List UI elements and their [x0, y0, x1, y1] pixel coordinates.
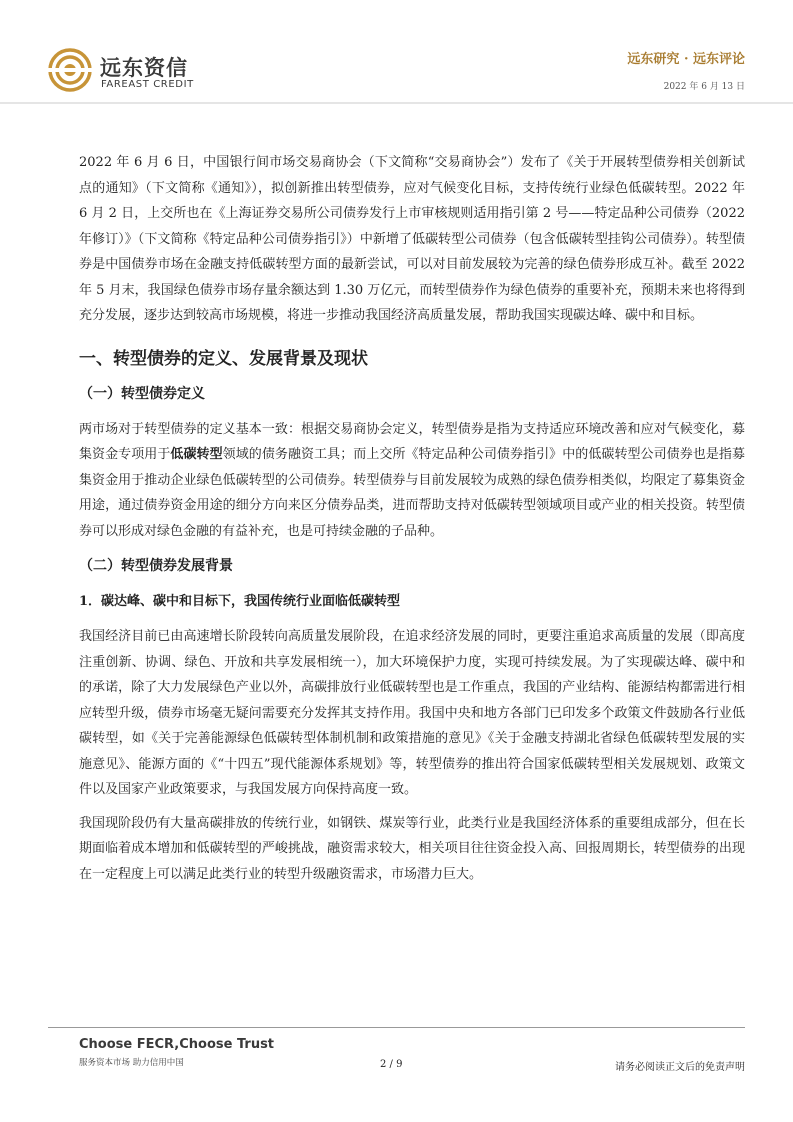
footer-slogan: Choose FECR,Choose Trust	[79, 1037, 275, 1052]
subsection-1-title: （一）转型债券定义	[79, 385, 205, 402]
footer-subtitle: 服务资本市场 助力信用中国	[79, 1058, 184, 1068]
definition-text-bold: 低碳转型	[170, 447, 223, 462]
background-paragraph-1: 我国经济目前已由高速增长阶段转向高质量发展阶段，在追求经济发展的同时，更要注重追求高质量的发展（即高度注重创新、协调、绿色、开放和共享发展相统一），加大环境保护力度，实现可持续发展。为了实现碳达峰、碳中和的承诺，除了大力发展绿色产业以外，高碳排放行业低碳转型也是工作重点，我国的产业结构、能源结构都需进行相应转型升级，债券市场毫无疑问需要充分发挥其支持作用。我国中央和地方各部门已印发多个政策文件鼓励各行业低碳转型，如《关于完善能源绿色低碳转型体制机制和政策措施的意见》《关于金融支持湖北省绿色低碳转型发展的实施意见》、能源方面的《“十四五”现代能源体系规划》等，转型债券的推出符合国家低碳转型相关发展规划、政策文件以及国家产业政策要求，与我国发展方向保持高度一致。	[79, 629, 745, 797]
page-header	[0, 0, 793, 106]
page-number: 2 / 9	[380, 1059, 403, 1070]
subsection-2-1-title: 1．碳达峰、碳中和目标下，我国传统行业面临低碳转型	[79, 594, 401, 609]
report-date: 2022 年 6 月 13 日	[663, 82, 745, 92]
definition-paragraph	[79, 417, 745, 545]
brand-name-cn: 远东资信	[100, 56, 188, 80]
definition-text-b: 领域的债务融资工具；而上交所《特定品种公司债券指引》中的低碳转型公司债券也是指募集资金用于推动企业绿色低碳转型的公司债券。转型债券与目前发展较为成熟的绿色债券相类似，均限定了募集资金用途，通过债券资金用途的细分方向来区分债券品类，进而帮助支持对低碳转型领域项目或产业的相关投资。转型债券可以形成对绿色金融的有益补充，也是可持续金融的子品种。	[79, 447, 745, 539]
disclaimer-note: 请务必阅读正文后的免责声明	[615, 1062, 745, 1073]
background-paragraph-2: 我国现阶段仍有大量高碳排放的传统行业，如钢铁、煤炭等行业，此类行业是我国经济体系的重要组成部分，但在长期面临着成本增加和低碳转型的严峻挑战，融资需求较大，相关项目往往资金投入高、回报周期长，转型债券的出现在一定程度上可以满足此类行业的转型升级融资需求，市场潜力巨大。	[79, 815, 745, 882]
report-series: 远东研究 · 远东评论	[627, 52, 745, 67]
definition-text-a: 两市场对于转型债券的定义基本一致：根据交易商协会定义，转型债券是指为支持适应环境改善和应对气候变化，募集资金专项用于	[79, 421, 745, 462]
fareast-credit-logo-icon	[48, 48, 92, 92]
section-1-title: 一、转型债券的定义、发展背景及现状	[79, 348, 368, 369]
subsection-2-title: （二）转型债券发展背景	[79, 558, 233, 574]
header-divider	[0, 102, 793, 104]
brand-name-en: FAREAST CREDIT	[101, 79, 194, 90]
footer-divider	[48, 1027, 745, 1028]
intro-text: 2022 年 6 月 6 日，中国银行间市场交易商协会（下文简称“交易商协会”）发布了《关于开展转型债券相关创新试点的通知》（下文简称《通知》），拟创新推出转型债券，应对气候变化目标，支持传统行业绿色低碳转型。2022 年 6 月 2 日，上交所也在《上海证券交易所公司债券发行上市审核规则适用指引第 2 号——特定品种公司债券（2022 年修订）》（下文简称《特定品种公司债券指引》）中新增了低碳转型公司债券（包含低碳转型挂钩公司债券）。转型债券是中国债券市场在金融支持低碳转型方面的最新尝试，可以对目前发展较为完善的绿色债券形成互补。截至 2022 年 5 月末，我国绿色债券市场存量余额达到 1.30 万亿元，而转型债券作为绿色债券的重要补充，预期未来也将得到充分发展，逐步达到较高市场规模，将进一步推动我国经济高质量发展，帮助我国实现碳达峰、碳中和目标。	[79, 155, 745, 323]
document-body	[79, 150, 745, 887]
intro-paragraph	[79, 150, 745, 329]
